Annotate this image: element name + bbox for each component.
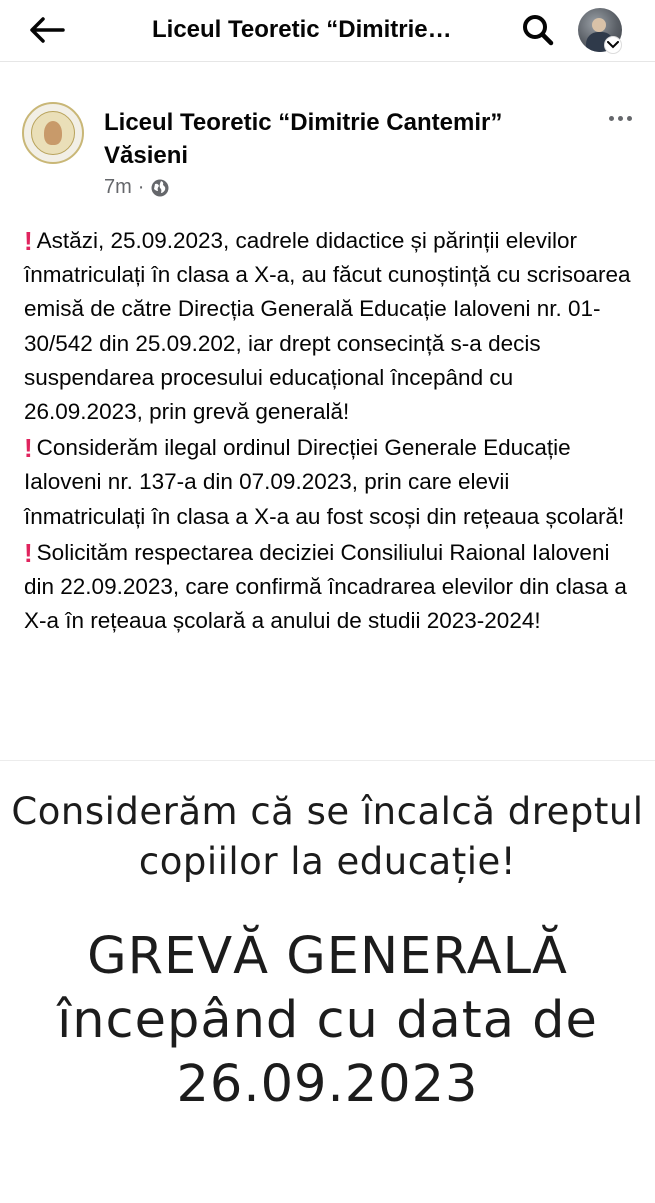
chevron-down-icon xyxy=(607,41,619,49)
search-icon xyxy=(521,13,555,47)
image-text-statement: Considerăm că se încalcă dreptul copiilor la educație! xyxy=(11,790,644,883)
logo-seal xyxy=(31,111,75,155)
post-paragraph xyxy=(24,222,636,429)
profile-menu-button[interactable] xyxy=(604,36,622,54)
globe-icon xyxy=(150,178,170,198)
more-dot xyxy=(618,116,623,121)
logo-portrait xyxy=(44,121,62,145)
post-paragraph xyxy=(24,534,636,639)
page-name-link[interactable]: Liceul Teoretic “Dimitrie Cantemir” Văsieni xyxy=(104,109,503,169)
page-title: Liceul Teoretic “Dimitrie… xyxy=(152,16,452,43)
arrow-left-icon xyxy=(27,15,67,45)
post-header xyxy=(0,90,655,210)
post-meta xyxy=(104,176,170,199)
post-paragraph xyxy=(24,429,636,534)
more-dot xyxy=(609,116,614,121)
post-text xyxy=(24,222,636,638)
paragraph-text: Solicităm respectarea deciziei Consiliului Raional Ialoveni din 22.09.2023, care confirmă încadrarea elevilor din clasa a X-a în rețeaua școlară a anului de studii 2023-2024! xyxy=(24,539,627,634)
paragraph-text: Considerăm ilegal ordinul Direcției Generale Educație Ialoveni nr. 137-a din 07.09.2023, prin care elevii înmatriculați în clasa a X-a au fost scoși din rețeaua școlară! xyxy=(24,435,625,529)
back-button[interactable] xyxy=(22,10,72,50)
image-text-strike: GREVĂ GENERALĂ începând cu data de 26.09.2023 xyxy=(57,927,598,1114)
post-time[interactable]: 7m xyxy=(104,176,132,198)
exclamation-icon: ! xyxy=(24,537,33,568)
more-dot xyxy=(627,116,632,121)
paragraph-text: Astăzi, 25.09.2023, cadrele didactice și părinții elevilor înmatriculați în clasa a X-a, au făcut cunoștință cu scrisoarea emisă de către Direcția Generală Educație Ialoveni nr. 01-30/542 din 25.09.202, iar drept consecință s-a decis suspendarea procesului educațional începând cu 26.09.2023, prin grevă generală! xyxy=(24,228,631,425)
exclamation-icon: ! xyxy=(24,433,33,464)
meta-separator: · xyxy=(137,176,145,198)
more-options-button[interactable] xyxy=(600,108,640,128)
exclamation-icon: ! xyxy=(24,226,33,256)
avatar-figure xyxy=(592,18,606,32)
page-avatar[interactable] xyxy=(22,102,84,164)
post-image[interactable] xyxy=(0,760,655,1203)
search-button[interactable] xyxy=(516,10,560,50)
top-bar xyxy=(0,0,655,62)
